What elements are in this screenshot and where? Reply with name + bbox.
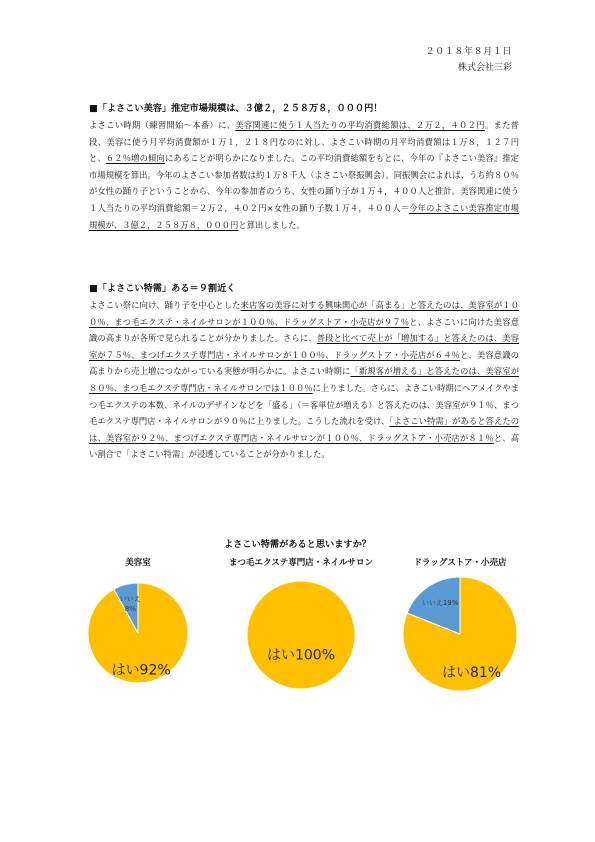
pie-label-yes: はい92% xyxy=(111,662,171,679)
text-run: と算出しました。 xyxy=(238,219,305,230)
chart-title: よさこい特需があると思いますか？ xyxy=(224,539,371,550)
text-run: よさこい祭に向け、踊り子を中心とした xyxy=(89,300,241,310)
section-heading: ■「よさこい美容」推定市場規模は、３億２，２５８万８，０００円！ xyxy=(89,103,383,114)
section-special-demand xyxy=(89,280,519,463)
underlined-text: 今年のよさこい美容推定市場規模が、３億２，２５８万８，０００円 xyxy=(89,202,519,230)
underlined-text: 来店客の美容に対する興味関心が「高まる」と答えたのは、美容室が１００％、まつ毛エクステ・ネイルサロンが１００％、ドラッグストア・小売店が９７％ xyxy=(89,300,519,327)
pie-chart-drugstore xyxy=(400,556,520,697)
section-paragraph xyxy=(89,117,519,233)
underlined-text: 美容関連に使う１人当たりの平均消費総額は、２万２，４０２円 xyxy=(235,120,485,130)
text-run: に上りました。さらに、よさこい時期にヘアメイクやまつ毛エクステの本数、ネイルのデザインなどを「盛る」（＝客単位が増える）と答えたのは、美容室が９１％、まつ毛エクステ専門店・ネイルサロンが９０％に上りました。こうした流れを受け、 xyxy=(89,382,519,427)
pie-svg xyxy=(400,568,520,693)
pie-label: まつ毛エクステ専門店・ネイルサロン xyxy=(228,558,374,568)
text-run: と、高い割合で「よさこい特需」が浸透していることが分かりました。 xyxy=(89,432,519,460)
pie-chart-salon xyxy=(88,556,188,692)
pie-label: 美容室 xyxy=(125,558,151,568)
company-name: 株式会社三彩 xyxy=(457,63,512,73)
text-run: にあることが明らかになりました。この平均消費総額をもとに、今年の『よさこい美容』推定市場規模を算出。今年のよさこい参加者数は約１万８千人（よさこい祭振興会）。同振興会によれば、うち約８０％が女性の踊り子ということから、今年の参加者のうち、女性の踊り子が１万４，４００人と推計。美容関連に使う１人当たりの平均消費総額＝２万２，４０２円×女性の踊り子数１万４，４００人＝ xyxy=(89,153,519,213)
pie-chart-eyelash-nail xyxy=(206,556,396,697)
document-date: ２０１８年８月１日 xyxy=(425,47,512,57)
underlined-text: 「よさこい特需」があると答えたのは、美容室が９２％、まつげエクステ専門店・ネイルサロンが１００％、ドラッグストア・小売店が８１％ xyxy=(89,416,519,443)
pie-slice-yes xyxy=(247,581,355,689)
pie-label-yes: はい100% xyxy=(266,647,336,664)
pie-label-yes: はい81% xyxy=(442,665,502,682)
section-paragraph xyxy=(89,297,519,463)
text-run: 。また普段、美容に使う月平均消費額が１万１，２１８円なのに対し、よさこい時期の月平均消費額は１万８，１２７円と、 xyxy=(89,120,519,164)
text-run: と、よさこいに向けた美容意識の高まりが各所で見られることが分かりました。さらに、 xyxy=(89,316,519,344)
text-run: よさこい時期（練習開始～本番）に、 xyxy=(89,120,236,130)
section-heading: ■「よさこい特需」ある＝９割近く xyxy=(89,283,236,294)
underlined-text: 普段と比べて売上が「増加する」と答えたのは、美容室が７５％、まつげエクステ専門店・ネイルサロンが１００％、ドラッグストア・小売店が６４％ xyxy=(89,333,519,360)
pie-label-no: いいえ 8% xyxy=(119,594,141,613)
pie-svg xyxy=(206,568,396,693)
text-run: と、美容意識の高まりから売上増につながっている実態が明らかに。よさこい時期に xyxy=(89,349,519,377)
section-market-size xyxy=(89,100,519,233)
pie-svg xyxy=(88,568,188,688)
underlined-text: 「新規客が増える」と答えたのは、美容室が８０％、まつ毛エクステ専門店・ネイルサロンでは１００％ xyxy=(89,366,519,393)
pie-label-no: いいえ19% xyxy=(421,598,459,607)
pie-label: ドラッグストア・小売店 xyxy=(413,558,507,568)
underlined-text: ６２％増の傾向 xyxy=(105,153,165,164)
